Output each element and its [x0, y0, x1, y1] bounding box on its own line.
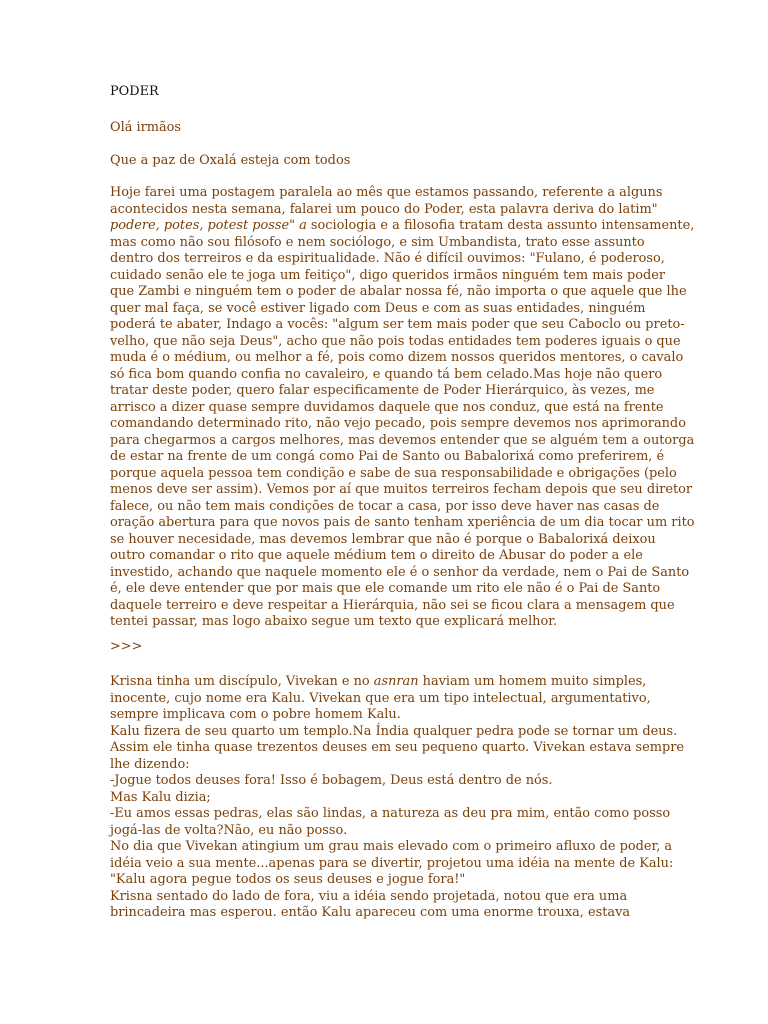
- text-line: -Jogue todos deuses fora! Isso é bobagem, Deus está dentro de nós.: [110, 773, 553, 788]
- text-line: é, ele deve entender que por mais que ele comande um rito ele não é o Pai de Santo: [110, 581, 661, 596]
- text-segment: asnran: [373, 674, 419, 689]
- text-line: inocente, cujo nome era Kalu. Vivekan que era um tipo intelectual, argumentativo,: [110, 690, 651, 706]
- text-segment: Krisna tinha um discípulo, Vivekan e no: [110, 674, 374, 689]
- text-line: brincadeira mas esperou. então Kalu apareceu com uma enorme trouxa, estava: [110, 905, 631, 920]
- text-line: falece, ou não tem mais condições de tocar a casa, por isso deve haver nas casas de: [110, 498, 660, 514]
- text-line: tratar deste poder, quero falar especificamente de Poder Hierárquico, às vezes, me: [110, 383, 655, 398]
- continuation-arrows: >>>: [110, 639, 143, 654]
- paragraph-story: [110, 674, 685, 922]
- text-line: que Zambi e ninguém tem o poder de abalar nossa fé, não importa o que aquele que lhe: [110, 284, 687, 299]
- text-line: oração abertura para que novos pais de santo tenham xperiência de um dia tocar um rito: [110, 515, 695, 530]
- text-line: de estar na frente de um congá como Pai de Santo ou Babalorixá como preferirem, é: [110, 449, 665, 464]
- text-line: idéia veio a sua mente...apenas para se divertir, projetou uma idéia na mente de Kalu:: [110, 855, 674, 871]
- text-line: poderá te abater, Indago a vocês: "algum ser tem mais poder que seu Caboclo ou preto-: [110, 317, 685, 332]
- text-line: outro comandar o rito que aquele médium tem o direito de Abusar do poder a ele: [110, 548, 643, 563]
- text-line: [110, 674, 658, 691]
- text-line: porque aquela pessoa tem condição e sabe de sua responsabilidade e obrigações (pelo: [110, 465, 677, 481]
- text-line: Krisna sentado do lado de fora, viu a idéia sendo projetada, notou que era uma: [110, 888, 628, 904]
- text-line: [110, 218, 695, 235]
- text-line: só fica bom quando confia no cavaleiro, e quando tá bem celado.Mas hoje não quero: [110, 366, 663, 382]
- text-segment: podere, potes, potest posse" a: [110, 218, 307, 233]
- text-line: -Eu amos essas pedras, elas são lindas, a natureza as deu pra mim, então como posso: [110, 806, 671, 821]
- text-line: daquele terreiro e deve respeitar a Hierárquia, não sei se ficou clara a mensagem que: [110, 597, 675, 613]
- text-line: arrisco a dizer quase sempre duvidamos daquele que nos conduz, que está na frente: [110, 399, 664, 415]
- text-line: se houver necesidade, mas devemos lembrar que não é porque o Babalorixá deixou: [110, 531, 656, 547]
- text-line: lhe dizendo:: [110, 756, 190, 772]
- text-segment: sociologia e a filosofia tratam desta assunto intensamente,: [306, 218, 695, 233]
- document: [110, 84, 695, 920]
- text-line: quer mal faça, se você estiver ligado com Deus e com as suas entidades, ninguém: [110, 300, 646, 316]
- text-line: comandando determinado rito, não vejo pecado, pois sempre devemos nos aprimorando: [110, 416, 686, 431]
- text-line: cuidado senão ele te joga um feitiço", digo queridos irmãos ninguém tem mais poder: [110, 267, 666, 283]
- greeting: Olá irmãos: [110, 120, 182, 135]
- text-line: sempre implicava com o pobre homem Kalu.: [110, 707, 401, 722]
- text-line: muda é o médium, ou melhor a fé, pois como dizem nossos queridos mentores, o cavalo: [110, 350, 684, 365]
- text-line: velho, que não seja Deus", acho que não pois todas entidades tem poderes iguais o que: [110, 333, 681, 349]
- text-line: acontecidos nesta semana, falarei um pouco do Poder, esta palavra deriva do latim": [110, 201, 658, 217]
- text-line: "Kalu agora pegue todos os seus deuses e jogue fora!": [110, 872, 466, 887]
- text-line: investido, achando que naquele momento ele é o senhor da verdade, nem o Pai de Santo: [110, 564, 690, 580]
- text-line: No dia que Vivekan atingium um grau mais elevado com o primeiro afluxo de poder, a: [110, 839, 673, 854]
- text-line: Assim ele tinha quase trezentos deuses em seu pequeno quarto. Vivekan estava sempre: [110, 740, 685, 755]
- text-line: dentro dos terreiros e da espiritualidade. Não é difícil ouvimos: "Fulano, é poderoso,: [110, 251, 665, 266]
- text-line: jogá-las de volta?Não, eu não posso.: [110, 822, 348, 838]
- text-line: menos deve ser assim). Vemos por aí que muitos terreiros fecham depois que seu diretor: [110, 482, 693, 497]
- text-line: tentei passar, mas logo abaixo segue um texto que explicará melhor.: [110, 614, 558, 629]
- text-line: Hoje farei uma postagem paralela ao mês que estamos passando, referente a alguns: [110, 185, 663, 200]
- peace-greeting: Que a paz de Oxalá esteja com todos: [110, 153, 351, 168]
- page-title: PODER: [110, 84, 159, 99]
- paragraph-poder: [110, 185, 695, 631]
- text-line: Mas Kalu dizia;: [110, 789, 211, 805]
- text-segment: haviam um homem muito simples,: [418, 674, 647, 689]
- text-line: para chegarmos a cargos melhores, mas devemos entender que se alguém tem a outorga: [110, 432, 695, 448]
- text-line: mas como não sou filósofo e nem sociólogo, e sim Umbandista, trato esse assunto: [110, 234, 645, 250]
- text-line: Kalu fizera de seu quarto um templo.Na Índia qualquer pedra pode se tornar um deus.: [110, 723, 678, 739]
